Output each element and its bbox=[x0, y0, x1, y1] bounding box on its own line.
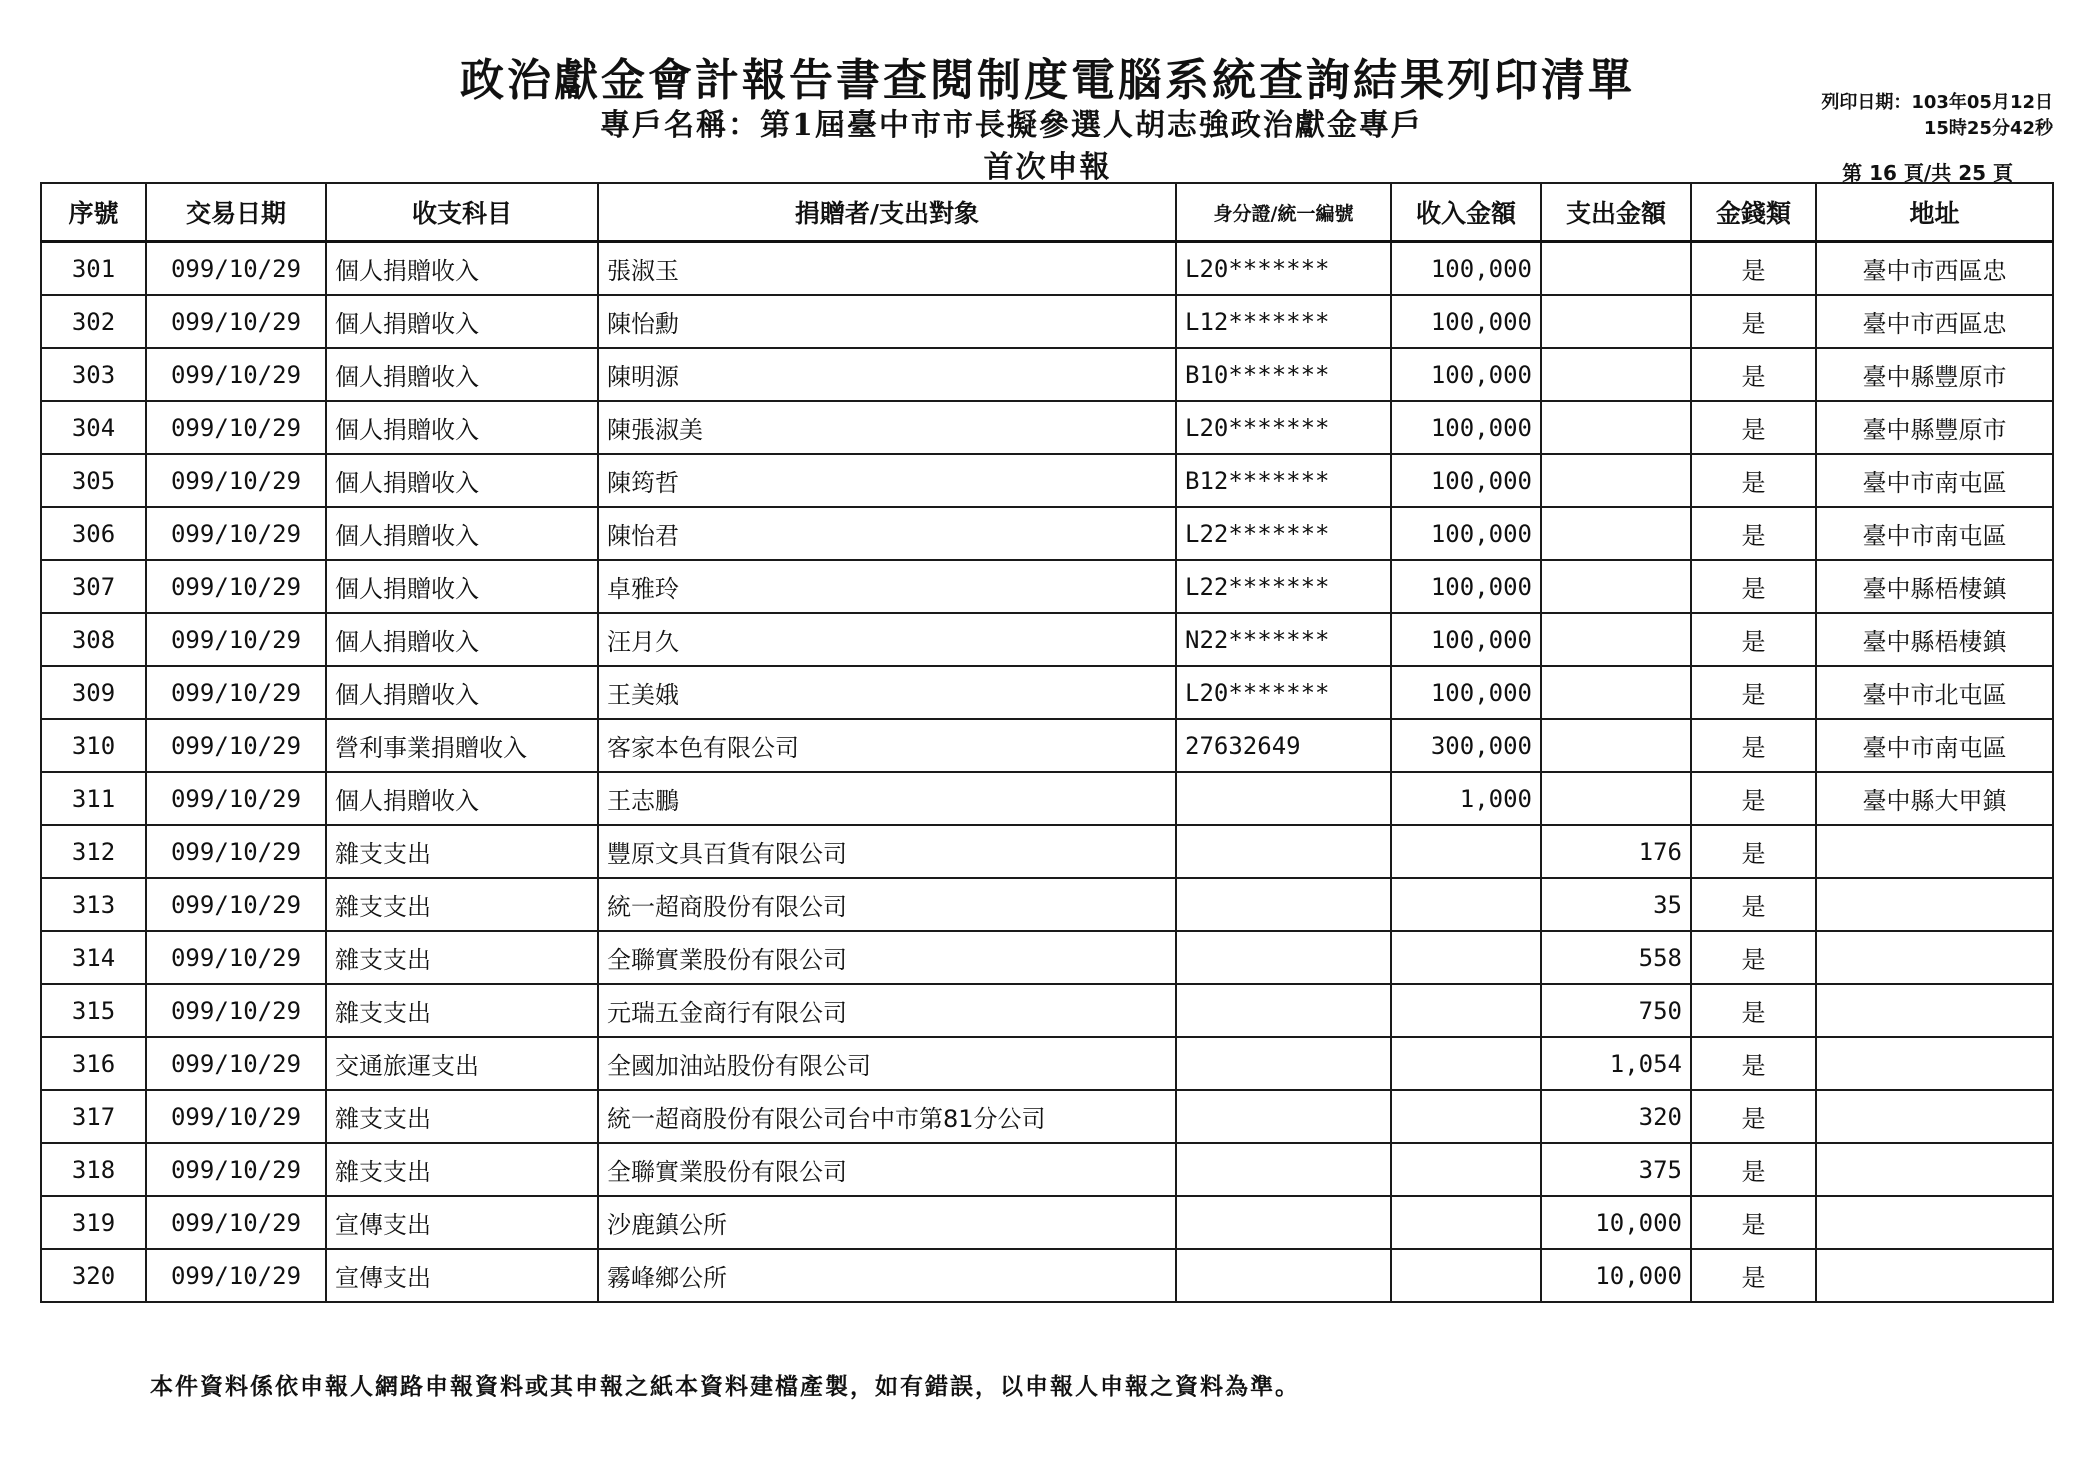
page-info: 第 16 頁/共 25 頁 bbox=[1842, 161, 2013, 185]
cell-expense: 35 bbox=[1541, 878, 1691, 931]
cell-serial: 305 bbox=[41, 454, 146, 507]
cell-category: 交通旅運支出 bbox=[326, 1037, 598, 1090]
print-date-line1: 列印日期：103年05月12日 bbox=[1821, 92, 2053, 113]
cell-counterparty: 霧峰鄉公所 bbox=[598, 1249, 1176, 1302]
print-date-line2: 15時25分42秒 bbox=[1923, 118, 2053, 139]
cell-serial: 317 bbox=[41, 1090, 146, 1143]
cell-income: 100,000 bbox=[1391, 242, 1541, 296]
cell-id: L22******* bbox=[1176, 560, 1391, 613]
cell-counterparty: 統一超商股份有限公司台中市第81分公司 bbox=[598, 1090, 1176, 1143]
cell-counterparty: 陳筠哲 bbox=[598, 454, 1176, 507]
cell-date: 099/10/29 bbox=[146, 1090, 326, 1143]
cell-monetary: 是 bbox=[1691, 1037, 1816, 1090]
cell-serial: 301 bbox=[41, 242, 146, 296]
ledger-table bbox=[40, 182, 2054, 1303]
col-header-expense: 支出金額 bbox=[1541, 183, 1691, 242]
cell-date: 099/10/29 bbox=[146, 825, 326, 878]
cell-counterparty: 王美娥 bbox=[598, 666, 1176, 719]
col-header-id: 身分證/統一編號 bbox=[1176, 183, 1391, 242]
cell-id: L22******* bbox=[1176, 507, 1391, 560]
cell-category: 個人捐贈收入 bbox=[326, 454, 598, 507]
cell-expense: 176 bbox=[1541, 825, 1691, 878]
cell-category: 營利事業捐贈收入 bbox=[326, 719, 598, 772]
cell-address: 臺中縣豐原市 bbox=[1816, 348, 2053, 401]
cell-counterparty: 客家本色有限公司 bbox=[598, 719, 1176, 772]
cell-id bbox=[1176, 1090, 1391, 1143]
cell-monetary: 是 bbox=[1691, 931, 1816, 984]
cell-monetary: 是 bbox=[1691, 719, 1816, 772]
cell-income bbox=[1391, 1090, 1541, 1143]
cell-expense bbox=[1541, 242, 1691, 296]
cell-income: 300,000 bbox=[1391, 719, 1541, 772]
cell-counterparty: 陳怡君 bbox=[598, 507, 1176, 560]
cell-address bbox=[1816, 984, 2053, 1037]
cell-category: 個人捐贈收入 bbox=[326, 772, 598, 825]
cell-counterparty: 全聯實業股份有限公司 bbox=[598, 931, 1176, 984]
cell-monetary: 是 bbox=[1691, 1196, 1816, 1249]
cell-income: 100,000 bbox=[1391, 560, 1541, 613]
cell-counterparty: 沙鹿鎮公所 bbox=[598, 1196, 1176, 1249]
cell-monetary: 是 bbox=[1691, 295, 1816, 348]
cell-serial: 306 bbox=[41, 507, 146, 560]
cell-id: B12******* bbox=[1176, 454, 1391, 507]
cell-id: N22******* bbox=[1176, 613, 1391, 666]
cell-monetary: 是 bbox=[1691, 1090, 1816, 1143]
cell-counterparty: 陳怡勳 bbox=[598, 295, 1176, 348]
cell-category: 個人捐贈收入 bbox=[326, 507, 598, 560]
table-row bbox=[41, 348, 2053, 401]
cell-address: 臺中市南屯區 bbox=[1816, 507, 2053, 560]
cell-id: L12******* bbox=[1176, 295, 1391, 348]
cell-expense: 750 bbox=[1541, 984, 1691, 1037]
table-row bbox=[41, 772, 2053, 825]
cell-expense bbox=[1541, 295, 1691, 348]
cell-address bbox=[1816, 878, 2053, 931]
cell-income bbox=[1391, 1143, 1541, 1196]
table-row bbox=[41, 666, 2053, 719]
table-row bbox=[41, 984, 2053, 1037]
cell-date: 099/10/29 bbox=[146, 1249, 326, 1302]
cell-income: 100,000 bbox=[1391, 666, 1541, 719]
cell-category: 個人捐贈收入 bbox=[326, 666, 598, 719]
cell-income: 100,000 bbox=[1391, 613, 1541, 666]
cell-date: 099/10/29 bbox=[146, 1196, 326, 1249]
cell-serial: 307 bbox=[41, 560, 146, 613]
account-name: 專戶名稱：第1屆臺中市市長擬參選人胡志強政治獻金專戶 bbox=[600, 108, 1423, 143]
cell-date: 099/10/29 bbox=[146, 931, 326, 984]
cell-category: 雜支支出 bbox=[326, 825, 598, 878]
cell-counterparty: 全聯實業股份有限公司 bbox=[598, 1143, 1176, 1196]
col-header-income: 收入金額 bbox=[1391, 183, 1541, 242]
cell-serial: 303 bbox=[41, 348, 146, 401]
cell-address bbox=[1816, 825, 2053, 878]
cell-counterparty: 陳明源 bbox=[598, 348, 1176, 401]
table-row bbox=[41, 825, 2053, 878]
cell-income bbox=[1391, 984, 1541, 1037]
cell-id: L20******* bbox=[1176, 666, 1391, 719]
cell-expense bbox=[1541, 507, 1691, 560]
cell-id: B10******* bbox=[1176, 348, 1391, 401]
cell-counterparty: 張淑玉 bbox=[598, 242, 1176, 296]
cell-category: 個人捐贈收入 bbox=[326, 242, 598, 296]
cell-address: 臺中市南屯區 bbox=[1816, 454, 2053, 507]
cell-address bbox=[1816, 1090, 2053, 1143]
cell-serial: 315 bbox=[41, 984, 146, 1037]
cell-income bbox=[1391, 878, 1541, 931]
report-title: 政治獻金會計報告書查閱制度電腦系統查詢結果列印清單 bbox=[460, 55, 1635, 106]
table-row bbox=[41, 931, 2053, 984]
cell-serial: 311 bbox=[41, 772, 146, 825]
cell-expense: 1,054 bbox=[1541, 1037, 1691, 1090]
col-header-address: 地址 bbox=[1816, 183, 2053, 242]
col-header-category: 收支科目 bbox=[326, 183, 598, 242]
cell-date: 099/10/29 bbox=[146, 401, 326, 454]
table-row bbox=[41, 1249, 2053, 1302]
cell-date: 099/10/29 bbox=[146, 560, 326, 613]
cell-date: 099/10/29 bbox=[146, 772, 326, 825]
cell-monetary: 是 bbox=[1691, 454, 1816, 507]
cell-counterparty: 陳張淑美 bbox=[598, 401, 1176, 454]
cell-address: 臺中縣豐原市 bbox=[1816, 401, 2053, 454]
col-header-date: 交易日期 bbox=[146, 183, 326, 242]
cell-date: 099/10/29 bbox=[146, 1143, 326, 1196]
cell-monetary: 是 bbox=[1691, 613, 1816, 666]
cell-serial: 319 bbox=[41, 1196, 146, 1249]
cell-address: 臺中市南屯區 bbox=[1816, 719, 2053, 772]
cell-category: 雜支支出 bbox=[326, 878, 598, 931]
cell-category: 宣傳支出 bbox=[326, 1196, 598, 1249]
table-row bbox=[41, 1196, 2053, 1249]
cell-id bbox=[1176, 931, 1391, 984]
cell-expense: 558 bbox=[1541, 931, 1691, 984]
cell-id bbox=[1176, 825, 1391, 878]
cell-date: 099/10/29 bbox=[146, 719, 326, 772]
cell-expense: 10,000 bbox=[1541, 1249, 1691, 1302]
table-row bbox=[41, 401, 2053, 454]
table-row bbox=[41, 1037, 2053, 1090]
cell-id bbox=[1176, 1249, 1391, 1302]
cell-address bbox=[1816, 1037, 2053, 1090]
cell-category: 個人捐贈收入 bbox=[326, 401, 598, 454]
cell-income bbox=[1391, 1249, 1541, 1302]
cell-monetary: 是 bbox=[1691, 507, 1816, 560]
cell-monetary: 是 bbox=[1691, 666, 1816, 719]
cell-date: 099/10/29 bbox=[146, 1037, 326, 1090]
cell-monetary: 是 bbox=[1691, 984, 1816, 1037]
cell-expense: 375 bbox=[1541, 1143, 1691, 1196]
cell-address bbox=[1816, 1143, 2053, 1196]
cell-id: L20******* bbox=[1176, 401, 1391, 454]
cell-income: 100,000 bbox=[1391, 348, 1541, 401]
cell-income: 100,000 bbox=[1391, 507, 1541, 560]
cell-monetary: 是 bbox=[1691, 242, 1816, 296]
cell-address bbox=[1816, 931, 2053, 984]
cell-expense bbox=[1541, 666, 1691, 719]
cell-expense bbox=[1541, 348, 1691, 401]
table-row bbox=[41, 1143, 2053, 1196]
cell-income bbox=[1391, 1196, 1541, 1249]
cell-monetary: 是 bbox=[1691, 348, 1816, 401]
col-header-counterparty: 捐贈者/支出對象 bbox=[598, 183, 1176, 242]
cell-counterparty: 汪月久 bbox=[598, 613, 1176, 666]
cell-serial: 316 bbox=[41, 1037, 146, 1090]
cell-monetary: 是 bbox=[1691, 401, 1816, 454]
table-row bbox=[41, 507, 2053, 560]
cell-serial: 309 bbox=[41, 666, 146, 719]
cell-income bbox=[1391, 825, 1541, 878]
table-row bbox=[41, 1090, 2053, 1143]
cell-counterparty: 卓雅玲 bbox=[598, 560, 1176, 613]
cell-id bbox=[1176, 878, 1391, 931]
cell-date: 099/10/29 bbox=[146, 613, 326, 666]
cell-id bbox=[1176, 1143, 1391, 1196]
cell-date: 099/10/29 bbox=[146, 348, 326, 401]
cell-serial: 312 bbox=[41, 825, 146, 878]
print-date bbox=[1821, 90, 2053, 142]
table-row bbox=[41, 878, 2053, 931]
cell-serial: 320 bbox=[41, 1249, 146, 1302]
cell-category: 宣傳支出 bbox=[326, 1249, 598, 1302]
cell-expense bbox=[1541, 454, 1691, 507]
cell-expense: 320 bbox=[1541, 1090, 1691, 1143]
cell-address: 臺中縣梧棲鎮 bbox=[1816, 560, 2053, 613]
cell-date: 099/10/29 bbox=[146, 507, 326, 560]
cell-date: 099/10/29 bbox=[146, 295, 326, 348]
cell-id bbox=[1176, 984, 1391, 1037]
cell-income: 1,000 bbox=[1391, 772, 1541, 825]
cell-expense bbox=[1541, 719, 1691, 772]
cell-id: 27632649 bbox=[1176, 719, 1391, 772]
cell-expense bbox=[1541, 401, 1691, 454]
cell-category: 雜支支出 bbox=[326, 931, 598, 984]
table-row bbox=[41, 295, 2053, 348]
cell-category: 個人捐贈收入 bbox=[326, 295, 598, 348]
cell-address: 臺中市西區忠 bbox=[1816, 295, 2053, 348]
cell-monetary: 是 bbox=[1691, 825, 1816, 878]
cell-counterparty: 全國加油站股份有限公司 bbox=[598, 1037, 1176, 1090]
cell-category: 個人捐贈收入 bbox=[326, 348, 598, 401]
cell-serial: 308 bbox=[41, 613, 146, 666]
cell-id bbox=[1176, 1196, 1391, 1249]
cell-expense bbox=[1541, 772, 1691, 825]
cell-serial: 313 bbox=[41, 878, 146, 931]
cell-monetary: 是 bbox=[1691, 772, 1816, 825]
cell-monetary: 是 bbox=[1691, 560, 1816, 613]
footnote: 本件資料係依申報人網路申報資料或其申報之紙本資料建檔產製，如有錯誤，以申報人申報之資料為準。 bbox=[150, 1373, 1300, 1400]
table-row bbox=[41, 454, 2053, 507]
cell-date: 099/10/29 bbox=[146, 242, 326, 296]
table-row bbox=[41, 613, 2053, 666]
cell-serial: 304 bbox=[41, 401, 146, 454]
cell-address bbox=[1816, 1249, 2053, 1302]
cell-monetary: 是 bbox=[1691, 878, 1816, 931]
cell-counterparty: 王志鵬 bbox=[598, 772, 1176, 825]
cell-category: 雜支支出 bbox=[326, 1143, 598, 1196]
cell-category: 個人捐贈收入 bbox=[326, 560, 598, 613]
cell-id bbox=[1176, 1037, 1391, 1090]
table-row bbox=[41, 719, 2053, 772]
cell-date: 099/10/29 bbox=[146, 878, 326, 931]
cell-category: 個人捐贈收入 bbox=[326, 613, 598, 666]
cell-id bbox=[1176, 772, 1391, 825]
cell-date: 099/10/29 bbox=[146, 984, 326, 1037]
cell-income: 100,000 bbox=[1391, 401, 1541, 454]
cell-income bbox=[1391, 931, 1541, 984]
cell-date: 099/10/29 bbox=[146, 454, 326, 507]
cell-address: 臺中縣梧棲鎮 bbox=[1816, 613, 2053, 666]
cell-income: 100,000 bbox=[1391, 295, 1541, 348]
cell-serial: 318 bbox=[41, 1143, 146, 1196]
cell-date: 099/10/29 bbox=[146, 666, 326, 719]
cell-counterparty: 統一超商股份有限公司 bbox=[598, 878, 1176, 931]
cell-expense: 10,000 bbox=[1541, 1196, 1691, 1249]
cell-income: 100,000 bbox=[1391, 454, 1541, 507]
cell-counterparty: 豐原文具百貨有限公司 bbox=[598, 825, 1176, 878]
cell-serial: 302 bbox=[41, 295, 146, 348]
cell-address: 臺中市西區忠 bbox=[1816, 242, 2053, 296]
cell-counterparty: 元瑞五金商行有限公司 bbox=[598, 984, 1176, 1037]
cell-id: L20******* bbox=[1176, 242, 1391, 296]
report-type: 首次申報 bbox=[983, 150, 1112, 185]
cell-serial: 314 bbox=[41, 931, 146, 984]
table-row bbox=[41, 242, 2053, 296]
cell-expense bbox=[1541, 613, 1691, 666]
cell-expense bbox=[1541, 560, 1691, 613]
cell-category: 雜支支出 bbox=[326, 1090, 598, 1143]
cell-address bbox=[1816, 1196, 2053, 1249]
table-header-row bbox=[41, 183, 2053, 242]
cell-monetary: 是 bbox=[1691, 1143, 1816, 1196]
col-header-monetary: 金錢類 bbox=[1691, 183, 1816, 242]
cell-category: 雜支支出 bbox=[326, 984, 598, 1037]
table-row bbox=[41, 560, 2053, 613]
cell-serial: 310 bbox=[41, 719, 146, 772]
cell-address: 臺中市北屯區 bbox=[1816, 666, 2053, 719]
cell-monetary: 是 bbox=[1691, 1249, 1816, 1302]
cell-address: 臺中縣大甲鎮 bbox=[1816, 772, 2053, 825]
col-header-serial: 序號 bbox=[41, 183, 146, 242]
cell-income bbox=[1391, 1037, 1541, 1090]
